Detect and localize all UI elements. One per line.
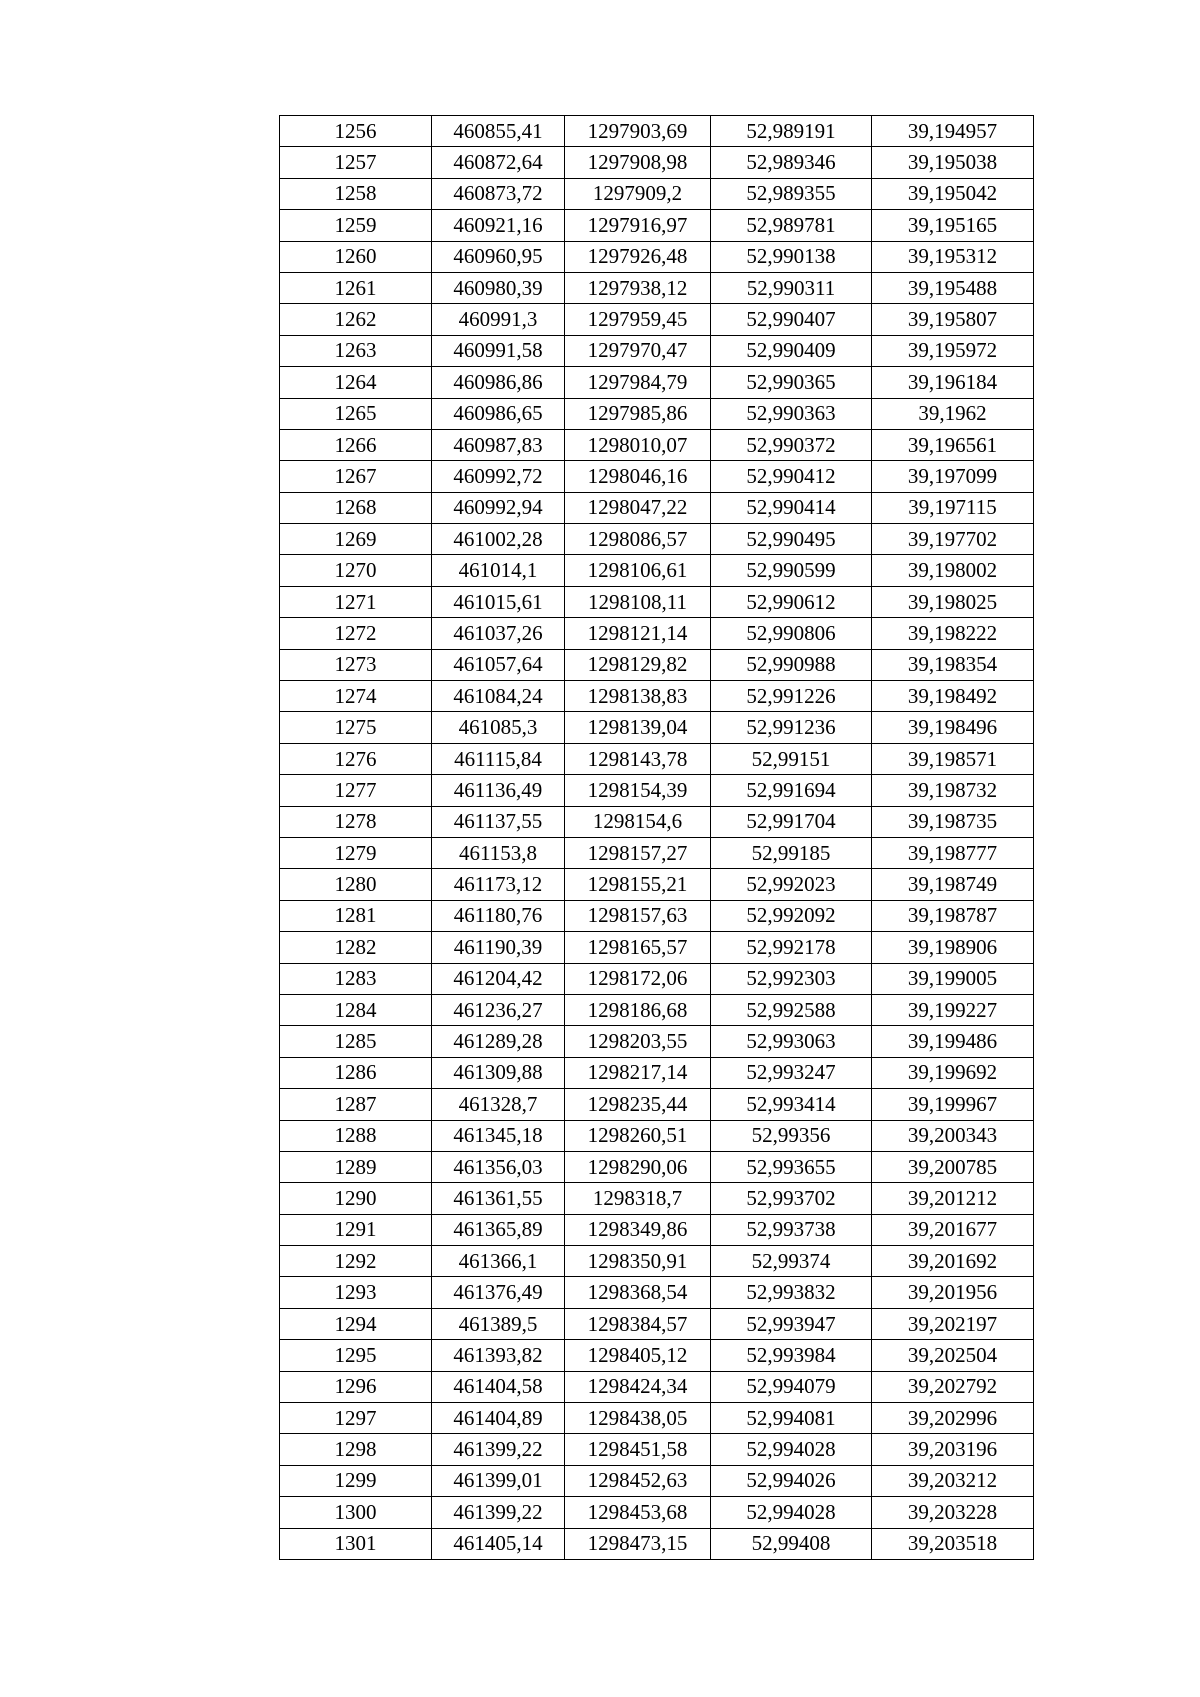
- x-coordinate-cell: 460872,64: [432, 147, 565, 178]
- latitude-cell: 52,991226: [711, 681, 872, 712]
- latitude-cell: 52,992588: [711, 994, 872, 1025]
- table-row: [280, 1246, 1034, 1277]
- longitude-cell: 39,198906: [872, 932, 1034, 963]
- y-coordinate-cell: 1298139,04: [565, 712, 711, 743]
- y-coordinate-cell: 1298108,11: [565, 586, 711, 617]
- latitude-cell: 52,990409: [711, 335, 872, 366]
- point-number-cell: 1291: [280, 1214, 432, 1245]
- y-coordinate-cell: 1298154,39: [565, 775, 711, 806]
- x-coordinate-cell: 461404,89: [432, 1403, 565, 1434]
- table-row: [280, 1214, 1034, 1245]
- longitude-cell: 39,201956: [872, 1277, 1034, 1308]
- x-coordinate-cell: 461037,26: [432, 618, 565, 649]
- longitude-cell: 39,202996: [872, 1403, 1034, 1434]
- table-row: [280, 1497, 1034, 1528]
- latitude-cell: 52,992092: [711, 900, 872, 931]
- table-row: [280, 524, 1034, 555]
- latitude-cell: 52,989781: [711, 210, 872, 241]
- x-coordinate-cell: 460873,72: [432, 178, 565, 209]
- latitude-cell: 52,990363: [711, 398, 872, 429]
- longitude-cell: 39,199486: [872, 1026, 1034, 1057]
- coordinates-table-body: [280, 116, 1034, 1560]
- table-row: [280, 1151, 1034, 1182]
- latitude-cell: 52,992178: [711, 932, 872, 963]
- point-number-cell: 1270: [280, 555, 432, 586]
- point-number-cell: 1280: [280, 869, 432, 900]
- x-coordinate-cell: 461328,7: [432, 1089, 565, 1120]
- table-row: [280, 681, 1034, 712]
- latitude-cell: 52,99408: [711, 1528, 872, 1559]
- longitude-cell: 39,198571: [872, 743, 1034, 774]
- table-row: [280, 806, 1034, 837]
- x-coordinate-cell: 461236,27: [432, 994, 565, 1025]
- point-number-cell: 1281: [280, 900, 432, 931]
- point-number-cell: 1258: [280, 178, 432, 209]
- x-coordinate-cell: 461361,55: [432, 1183, 565, 1214]
- y-coordinate-cell: 1298384,57: [565, 1308, 711, 1339]
- x-coordinate-cell: 460855,41: [432, 116, 565, 147]
- point-number-cell: 1285: [280, 1026, 432, 1057]
- longitude-cell: 39,195312: [872, 241, 1034, 272]
- latitude-cell: 52,99151: [711, 743, 872, 774]
- latitude-cell: 52,993702: [711, 1183, 872, 1214]
- x-coordinate-cell: 461153,8: [432, 837, 565, 868]
- y-coordinate-cell: 1297903,69: [565, 116, 711, 147]
- y-coordinate-cell: 1298473,15: [565, 1528, 711, 1559]
- x-coordinate-cell: 461137,55: [432, 806, 565, 837]
- x-coordinate-cell: 460987,83: [432, 429, 565, 460]
- latitude-cell: 52,990806: [711, 618, 872, 649]
- table-row: [280, 1120, 1034, 1151]
- longitude-cell: 39,198732: [872, 775, 1034, 806]
- longitude-cell: 39,198777: [872, 837, 1034, 868]
- point-number-cell: 1266: [280, 429, 432, 460]
- table-row: [280, 743, 1034, 774]
- y-coordinate-cell: 1298129,82: [565, 649, 711, 680]
- longitude-cell: 39,203228: [872, 1497, 1034, 1528]
- y-coordinate-cell: 1298349,86: [565, 1214, 711, 1245]
- longitude-cell: 39,203518: [872, 1528, 1034, 1559]
- y-coordinate-cell: 1297916,97: [565, 210, 711, 241]
- longitude-cell: 39,1962: [872, 398, 1034, 429]
- latitude-cell: 52,989346: [711, 147, 872, 178]
- longitude-cell: 39,197115: [872, 492, 1034, 523]
- longitude-cell: 39,203212: [872, 1465, 1034, 1496]
- longitude-cell: 39,198749: [872, 869, 1034, 900]
- longitude-cell: 39,198735: [872, 806, 1034, 837]
- table-row: [280, 932, 1034, 963]
- y-coordinate-cell: 1298157,63: [565, 900, 711, 931]
- coordinates-table: [279, 115, 1034, 1560]
- longitude-cell: 39,200343: [872, 1120, 1034, 1151]
- latitude-cell: 52,990412: [711, 461, 872, 492]
- latitude-cell: 52,990414: [711, 492, 872, 523]
- table-row: [280, 1340, 1034, 1371]
- point-number-cell: 1295: [280, 1340, 432, 1371]
- longitude-cell: 39,201677: [872, 1214, 1034, 1245]
- point-number-cell: 1274: [280, 681, 432, 712]
- point-number-cell: 1261: [280, 272, 432, 303]
- y-coordinate-cell: 1297909,2: [565, 178, 711, 209]
- y-coordinate-cell: 1298121,14: [565, 618, 711, 649]
- point-number-cell: 1272: [280, 618, 432, 649]
- point-number-cell: 1256: [280, 116, 432, 147]
- x-coordinate-cell: 461015,61: [432, 586, 565, 617]
- latitude-cell: 52,990311: [711, 272, 872, 303]
- latitude-cell: 52,989355: [711, 178, 872, 209]
- y-coordinate-cell: 1298046,16: [565, 461, 711, 492]
- y-coordinate-cell: 1298260,51: [565, 1120, 711, 1151]
- y-coordinate-cell: 1297959,45: [565, 304, 711, 335]
- x-coordinate-cell: 461405,14: [432, 1528, 565, 1559]
- y-coordinate-cell: 1298424,34: [565, 1371, 711, 1402]
- latitude-cell: 52,990407: [711, 304, 872, 335]
- latitude-cell: 52,993247: [711, 1057, 872, 1088]
- table-row: [280, 837, 1034, 868]
- x-coordinate-cell: 461399,22: [432, 1497, 565, 1528]
- y-coordinate-cell: 1297926,48: [565, 241, 711, 272]
- point-number-cell: 1279: [280, 837, 432, 868]
- y-coordinate-cell: 1298172,06: [565, 963, 711, 994]
- point-number-cell: 1275: [280, 712, 432, 743]
- longitude-cell: 39,198492: [872, 681, 1034, 712]
- table-row: [280, 116, 1034, 147]
- latitude-cell: 52,994028: [711, 1497, 872, 1528]
- y-coordinate-cell: 1297908,98: [565, 147, 711, 178]
- x-coordinate-cell: 461345,18: [432, 1120, 565, 1151]
- x-coordinate-cell: 461404,58: [432, 1371, 565, 1402]
- table-row: [280, 178, 1034, 209]
- longitude-cell: 39,202792: [872, 1371, 1034, 1402]
- point-number-cell: 1282: [280, 932, 432, 963]
- table-row: [280, 994, 1034, 1025]
- y-coordinate-cell: 1298154,6: [565, 806, 711, 837]
- latitude-cell: 52,990138: [711, 241, 872, 272]
- table-row: [280, 1089, 1034, 1120]
- y-coordinate-cell: 1298138,83: [565, 681, 711, 712]
- x-coordinate-cell: 461002,28: [432, 524, 565, 555]
- y-coordinate-cell: 1298318,7: [565, 1183, 711, 1214]
- point-number-cell: 1293: [280, 1277, 432, 1308]
- latitude-cell: 52,989191: [711, 116, 872, 147]
- point-number-cell: 1289: [280, 1151, 432, 1182]
- longitude-cell: 39,195165: [872, 210, 1034, 241]
- table-row: [280, 272, 1034, 303]
- longitude-cell: 39,197702: [872, 524, 1034, 555]
- y-coordinate-cell: 1297985,86: [565, 398, 711, 429]
- latitude-cell: 52,99356: [711, 1120, 872, 1151]
- x-coordinate-cell: 460992,72: [432, 461, 565, 492]
- longitude-cell: 39,195042: [872, 178, 1034, 209]
- y-coordinate-cell: 1298203,55: [565, 1026, 711, 1057]
- x-coordinate-cell: 461085,3: [432, 712, 565, 743]
- table-row: [280, 492, 1034, 523]
- table-row: [280, 712, 1034, 743]
- latitude-cell: 52,993947: [711, 1308, 872, 1339]
- latitude-cell: 52,990988: [711, 649, 872, 680]
- table-row: [280, 429, 1034, 460]
- table-row: [280, 1308, 1034, 1339]
- table-row: [280, 618, 1034, 649]
- table-row: [280, 900, 1034, 931]
- latitude-cell: 52,992303: [711, 963, 872, 994]
- latitude-cell: 52,993738: [711, 1214, 872, 1245]
- point-number-cell: 1301: [280, 1528, 432, 1559]
- table-row: [280, 1434, 1034, 1465]
- point-number-cell: 1299: [280, 1465, 432, 1496]
- y-coordinate-cell: 1298157,27: [565, 837, 711, 868]
- table-row: [280, 869, 1034, 900]
- y-coordinate-cell: 1298350,91: [565, 1246, 711, 1277]
- x-coordinate-cell: 461289,28: [432, 1026, 565, 1057]
- y-coordinate-cell: 1298155,21: [565, 869, 711, 900]
- y-coordinate-cell: 1297938,12: [565, 272, 711, 303]
- table-row: [280, 335, 1034, 366]
- latitude-cell: 52,992023: [711, 869, 872, 900]
- point-number-cell: 1292: [280, 1246, 432, 1277]
- x-coordinate-cell: 461057,64: [432, 649, 565, 680]
- y-coordinate-cell: 1298165,57: [565, 932, 711, 963]
- y-coordinate-cell: 1298368,54: [565, 1277, 711, 1308]
- x-coordinate-cell: 461365,89: [432, 1214, 565, 1245]
- y-coordinate-cell: 1298217,14: [565, 1057, 711, 1088]
- longitude-cell: 39,201692: [872, 1246, 1034, 1277]
- point-number-cell: 1263: [280, 335, 432, 366]
- table-row: [280, 1026, 1034, 1057]
- point-number-cell: 1283: [280, 963, 432, 994]
- table-row: [280, 586, 1034, 617]
- x-coordinate-cell: 461366,1: [432, 1246, 565, 1277]
- latitude-cell: 52,994028: [711, 1434, 872, 1465]
- table-row: [280, 398, 1034, 429]
- point-number-cell: 1288: [280, 1120, 432, 1151]
- x-coordinate-cell: 461393,82: [432, 1340, 565, 1371]
- longitude-cell: 39,198496: [872, 712, 1034, 743]
- y-coordinate-cell: 1297984,79: [565, 367, 711, 398]
- longitude-cell: 39,195038: [872, 147, 1034, 178]
- x-coordinate-cell: 460986,65: [432, 398, 565, 429]
- latitude-cell: 52,99374: [711, 1246, 872, 1277]
- longitude-cell: 39,199005: [872, 963, 1034, 994]
- latitude-cell: 52,994081: [711, 1403, 872, 1434]
- longitude-cell: 39,198002: [872, 555, 1034, 586]
- x-coordinate-cell: 460986,86: [432, 367, 565, 398]
- table-row: [280, 1057, 1034, 1088]
- longitude-cell: 39,195488: [872, 272, 1034, 303]
- y-coordinate-cell: 1298438,05: [565, 1403, 711, 1434]
- table-row: [280, 649, 1034, 680]
- point-number-cell: 1297: [280, 1403, 432, 1434]
- point-number-cell: 1257: [280, 147, 432, 178]
- point-number-cell: 1286: [280, 1057, 432, 1088]
- latitude-cell: 52,993832: [711, 1277, 872, 1308]
- table-row: [280, 1528, 1034, 1559]
- x-coordinate-cell: 461309,88: [432, 1057, 565, 1088]
- table-row: [280, 241, 1034, 272]
- y-coordinate-cell: 1298453,68: [565, 1497, 711, 1528]
- latitude-cell: 52,990612: [711, 586, 872, 617]
- x-coordinate-cell: 461204,42: [432, 963, 565, 994]
- x-coordinate-cell: 461376,49: [432, 1277, 565, 1308]
- y-coordinate-cell: 1298143,78: [565, 743, 711, 774]
- x-coordinate-cell: 460980,39: [432, 272, 565, 303]
- point-number-cell: 1277: [280, 775, 432, 806]
- x-coordinate-cell: 461180,76: [432, 900, 565, 931]
- table-row: [280, 1371, 1034, 1402]
- point-number-cell: 1259: [280, 210, 432, 241]
- latitude-cell: 52,990599: [711, 555, 872, 586]
- latitude-cell: 52,991704: [711, 806, 872, 837]
- longitude-cell: 39,200785: [872, 1151, 1034, 1182]
- x-coordinate-cell: 461115,84: [432, 743, 565, 774]
- table-row: [280, 367, 1034, 398]
- y-coordinate-cell: 1298010,07: [565, 429, 711, 460]
- table-row: [280, 1183, 1034, 1214]
- x-coordinate-cell: 461136,49: [432, 775, 565, 806]
- longitude-cell: 39,198222: [872, 618, 1034, 649]
- longitude-cell: 39,198787: [872, 900, 1034, 931]
- latitude-cell: 52,994079: [711, 1371, 872, 1402]
- y-coordinate-cell: 1298186,68: [565, 994, 711, 1025]
- longitude-cell: 39,202504: [872, 1340, 1034, 1371]
- longitude-cell: 39,195972: [872, 335, 1034, 366]
- longitude-cell: 39,199967: [872, 1089, 1034, 1120]
- x-coordinate-cell: 461356,03: [432, 1151, 565, 1182]
- point-number-cell: 1290: [280, 1183, 432, 1214]
- x-coordinate-cell: 460991,3: [432, 304, 565, 335]
- y-coordinate-cell: 1298235,44: [565, 1089, 711, 1120]
- point-number-cell: 1284: [280, 994, 432, 1025]
- latitude-cell: 52,994026: [711, 1465, 872, 1496]
- x-coordinate-cell: 461014,1: [432, 555, 565, 586]
- point-number-cell: 1267: [280, 461, 432, 492]
- table-row: [280, 210, 1034, 241]
- table-row: [280, 147, 1034, 178]
- y-coordinate-cell: 1298290,06: [565, 1151, 711, 1182]
- latitude-cell: 52,99185: [711, 837, 872, 868]
- latitude-cell: 52,991236: [711, 712, 872, 743]
- point-number-cell: 1294: [280, 1308, 432, 1339]
- point-number-cell: 1273: [280, 649, 432, 680]
- point-number-cell: 1276: [280, 743, 432, 774]
- longitude-cell: 39,199692: [872, 1057, 1034, 1088]
- point-number-cell: 1262: [280, 304, 432, 335]
- y-coordinate-cell: 1298086,57: [565, 524, 711, 555]
- point-number-cell: 1269: [280, 524, 432, 555]
- table-row: [280, 1277, 1034, 1308]
- x-coordinate-cell: 460960,95: [432, 241, 565, 272]
- longitude-cell: 39,196184: [872, 367, 1034, 398]
- y-coordinate-cell: 1298405,12: [565, 1340, 711, 1371]
- x-coordinate-cell: 460921,16: [432, 210, 565, 241]
- y-coordinate-cell: 1297970,47: [565, 335, 711, 366]
- latitude-cell: 52,990365: [711, 367, 872, 398]
- latitude-cell: 52,993655: [711, 1151, 872, 1182]
- point-number-cell: 1300: [280, 1497, 432, 1528]
- point-number-cell: 1268: [280, 492, 432, 523]
- table-row: [280, 963, 1034, 994]
- table-row: [280, 555, 1034, 586]
- x-coordinate-cell: 461173,12: [432, 869, 565, 900]
- x-coordinate-cell: 460991,58: [432, 335, 565, 366]
- table-row: [280, 1403, 1034, 1434]
- table-row: [280, 304, 1034, 335]
- x-coordinate-cell: 461190,39: [432, 932, 565, 963]
- latitude-cell: 52,991694: [711, 775, 872, 806]
- longitude-cell: 39,203196: [872, 1434, 1034, 1465]
- y-coordinate-cell: 1298451,58: [565, 1434, 711, 1465]
- point-number-cell: 1271: [280, 586, 432, 617]
- latitude-cell: 52,990372: [711, 429, 872, 460]
- table-row: [280, 1465, 1034, 1496]
- longitude-cell: 39,196561: [872, 429, 1034, 460]
- latitude-cell: 52,993984: [711, 1340, 872, 1371]
- y-coordinate-cell: 1298106,61: [565, 555, 711, 586]
- point-number-cell: 1264: [280, 367, 432, 398]
- y-coordinate-cell: 1298047,22: [565, 492, 711, 523]
- longitude-cell: 39,199227: [872, 994, 1034, 1025]
- x-coordinate-cell: 460992,94: [432, 492, 565, 523]
- table-row: [280, 775, 1034, 806]
- longitude-cell: 39,197099: [872, 461, 1034, 492]
- latitude-cell: 52,990495: [711, 524, 872, 555]
- point-number-cell: 1260: [280, 241, 432, 272]
- longitude-cell: 39,202197: [872, 1308, 1034, 1339]
- point-number-cell: 1287: [280, 1089, 432, 1120]
- point-number-cell: 1298: [280, 1434, 432, 1465]
- table-row: [280, 461, 1034, 492]
- point-number-cell: 1296: [280, 1371, 432, 1402]
- point-number-cell: 1265: [280, 398, 432, 429]
- longitude-cell: 39,198025: [872, 586, 1034, 617]
- y-coordinate-cell: 1298452,63: [565, 1465, 711, 1496]
- longitude-cell: 39,198354: [872, 649, 1034, 680]
- latitude-cell: 52,993414: [711, 1089, 872, 1120]
- longitude-cell: 39,194957: [872, 116, 1034, 147]
- longitude-cell: 39,195807: [872, 304, 1034, 335]
- latitude-cell: 52,993063: [711, 1026, 872, 1057]
- x-coordinate-cell: 461389,5: [432, 1308, 565, 1339]
- x-coordinate-cell: 461084,24: [432, 681, 565, 712]
- x-coordinate-cell: 461399,22: [432, 1434, 565, 1465]
- point-number-cell: 1278: [280, 806, 432, 837]
- x-coordinate-cell: 461399,01: [432, 1465, 565, 1496]
- longitude-cell: 39,201212: [872, 1183, 1034, 1214]
